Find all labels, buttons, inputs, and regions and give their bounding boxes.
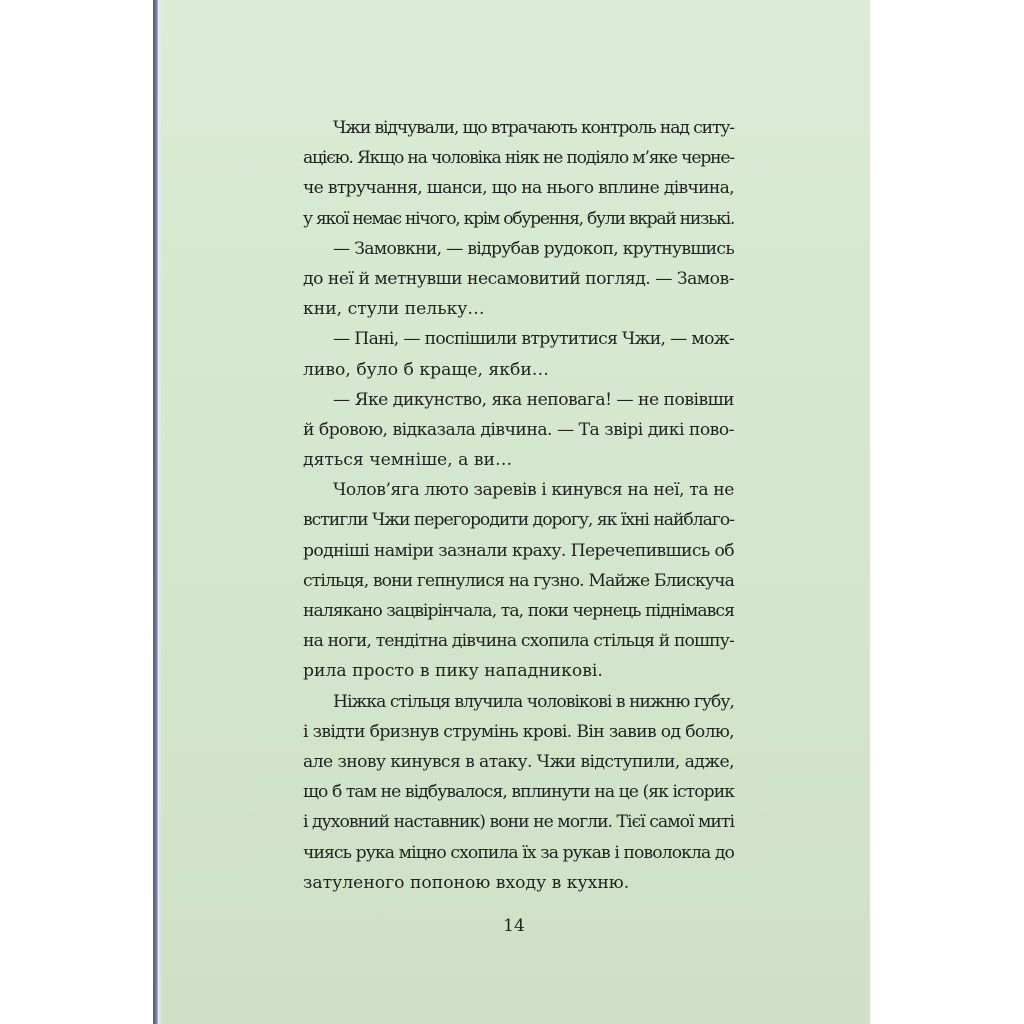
text-line: на ноги, тендітна дівчина схопила стільця й пошпу- bbox=[303, 631, 734, 652]
text-line: — Замовкни, — відрубав рудокоп, крутнувшись bbox=[333, 238, 734, 259]
text-line: затуленого попоною входу в кухню. bbox=[303, 872, 630, 893]
text-line: кни, стули пельку… bbox=[303, 299, 485, 320]
text-line: родніші наміри зазнали краху. Перечепившись об bbox=[303, 540, 734, 561]
book-page bbox=[158, 0, 870, 1024]
text-line: налякано зацвірінчала, та, поки чернець піднімався bbox=[303, 601, 734, 621]
text-line: встигли Чжи перегородити дорогу, як їхні найблаго- bbox=[303, 510, 734, 531]
text-line: — Яке дикунство, яка неповага! — не повівши bbox=[333, 389, 734, 410]
text-line: ацією. Якщо на чоловіка ніяк не подіяло м’яке черне- bbox=[303, 148, 734, 169]
text-line: че втручання, шанси, що на нього вплине дівчина, bbox=[303, 178, 734, 199]
text-line: дяться чемніше, а ви… bbox=[303, 450, 513, 471]
text-line: — Пані, — поспішили втрутитися Чжи, — мож- bbox=[333, 329, 734, 350]
text-line: Чжи відчували, що втрачають контроль над ситу- bbox=[333, 118, 734, 138]
text-line: ливо, було б краще, якби… bbox=[303, 359, 549, 380]
text-line: і духовний наставник) вони не могли. Тієї самої миті bbox=[303, 812, 734, 833]
body-text bbox=[303, 113, 734, 898]
text-line: що б там не відбувалося, вплинути на це (як історик bbox=[303, 782, 734, 803]
text-line: стільця, вони гепнулися на гузно. Майже Блискуча bbox=[303, 570, 734, 591]
page-number: 14 bbox=[503, 916, 525, 936]
text-line: Ніжка стільця влучила чоловікові в нижню губу, bbox=[333, 691, 734, 712]
text-line: Чолов’яга люто заревів і кинувся на неї, та не bbox=[333, 480, 734, 501]
text-line: у якої немає нічого, крім обурення, були вкрай низькі. bbox=[303, 208, 734, 229]
text-line: і звідти бризнув струмінь крові. Він завив од болю, bbox=[303, 721, 734, 742]
text-line: рила просто в пику нападникові. bbox=[303, 661, 603, 682]
text-line: до неї й метнувши несамовитий погляд. — Замов- bbox=[303, 268, 734, 289]
text-line: але знову кинувся в атаку. Чжи відступили, адже, bbox=[303, 751, 734, 772]
text-line: й бровою, відказала дівчина. — Та звірі дикі пово- bbox=[303, 419, 734, 440]
text-line: чиясь рука міцно схопила їх за рукав і поволокла до bbox=[303, 842, 734, 863]
